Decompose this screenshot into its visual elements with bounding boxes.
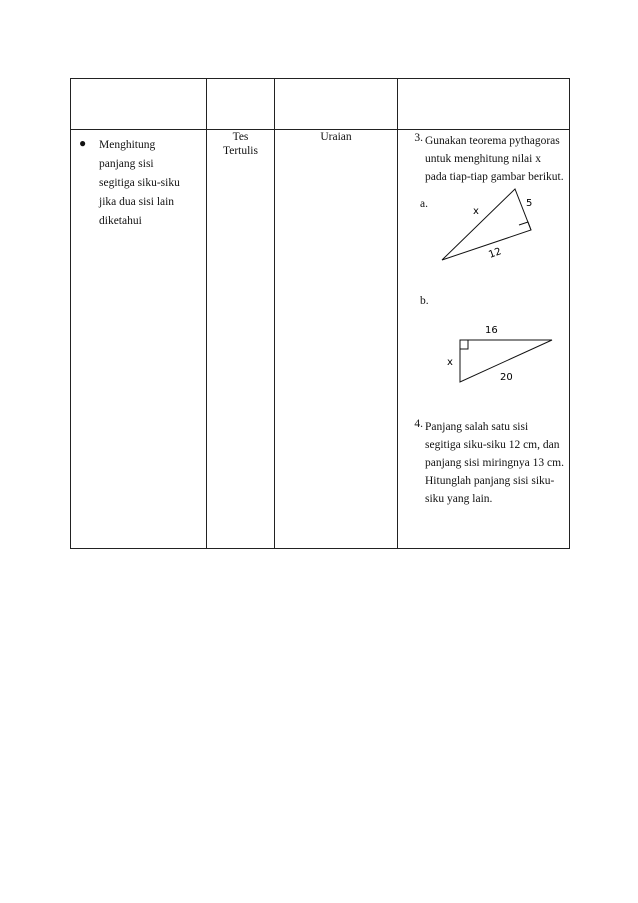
technique-cell bbox=[207, 130, 275, 549]
question-4-number: 4. bbox=[414, 418, 423, 430]
bullet-icon: ● bbox=[79, 136, 87, 150]
question-3 bbox=[398, 130, 569, 186]
triangle-a-x: x bbox=[473, 206, 479, 217]
indicator-cell bbox=[71, 130, 207, 549]
triangle-b-diagram bbox=[398, 286, 568, 416]
indicator-text: Menghitung panjang sisi segitiga siku-siku jika dua sisi lain diketahui bbox=[99, 139, 180, 227]
question-3-text: Gunakan teorema pythagoras untuk menghitung nilai x pada tiap-tiap gambar berikut. bbox=[425, 135, 564, 183]
triangle-a-12: 12 bbox=[487, 246, 503, 261]
header-cell-4 bbox=[398, 79, 570, 130]
triangle-a-right-angle bbox=[519, 222, 531, 230]
triangle-b-x: x bbox=[447, 357, 453, 368]
header-row bbox=[71, 79, 570, 130]
content-row bbox=[71, 130, 570, 549]
figure-a-label: a. bbox=[420, 198, 428, 210]
question-4-text: Panjang salah satu sisi segitiga siku-siku 12 cm, dan panjang sisi miringnya 13 cm. Hitunglah panjang sisi siku-siku yang lain. bbox=[425, 421, 564, 505]
figure-a bbox=[398, 186, 569, 286]
figure-b-label: b. bbox=[420, 295, 429, 307]
triangle-b-right-angle bbox=[460, 340, 468, 349]
triangle-a-5: 5 bbox=[526, 198, 533, 209]
instrument-cell bbox=[275, 130, 398, 549]
header-cell-1 bbox=[71, 79, 207, 130]
question-3-number: 3. bbox=[414, 132, 423, 144]
question-cell bbox=[398, 130, 570, 549]
triangle-a-shape bbox=[442, 189, 531, 260]
header-cell-2 bbox=[207, 79, 275, 130]
triangle-b-20: 20 bbox=[500, 372, 513, 383]
technique-text: Tes Tertulis bbox=[223, 131, 258, 157]
triangle-b-16: 16 bbox=[485, 325, 498, 336]
instrument-text: Uraian bbox=[320, 131, 352, 143]
question-4 bbox=[398, 416, 569, 508]
triangle-a-diagram bbox=[398, 186, 568, 286]
figure-b bbox=[398, 286, 569, 416]
header-cell-3 bbox=[275, 79, 398, 130]
assessment-table bbox=[70, 78, 570, 549]
